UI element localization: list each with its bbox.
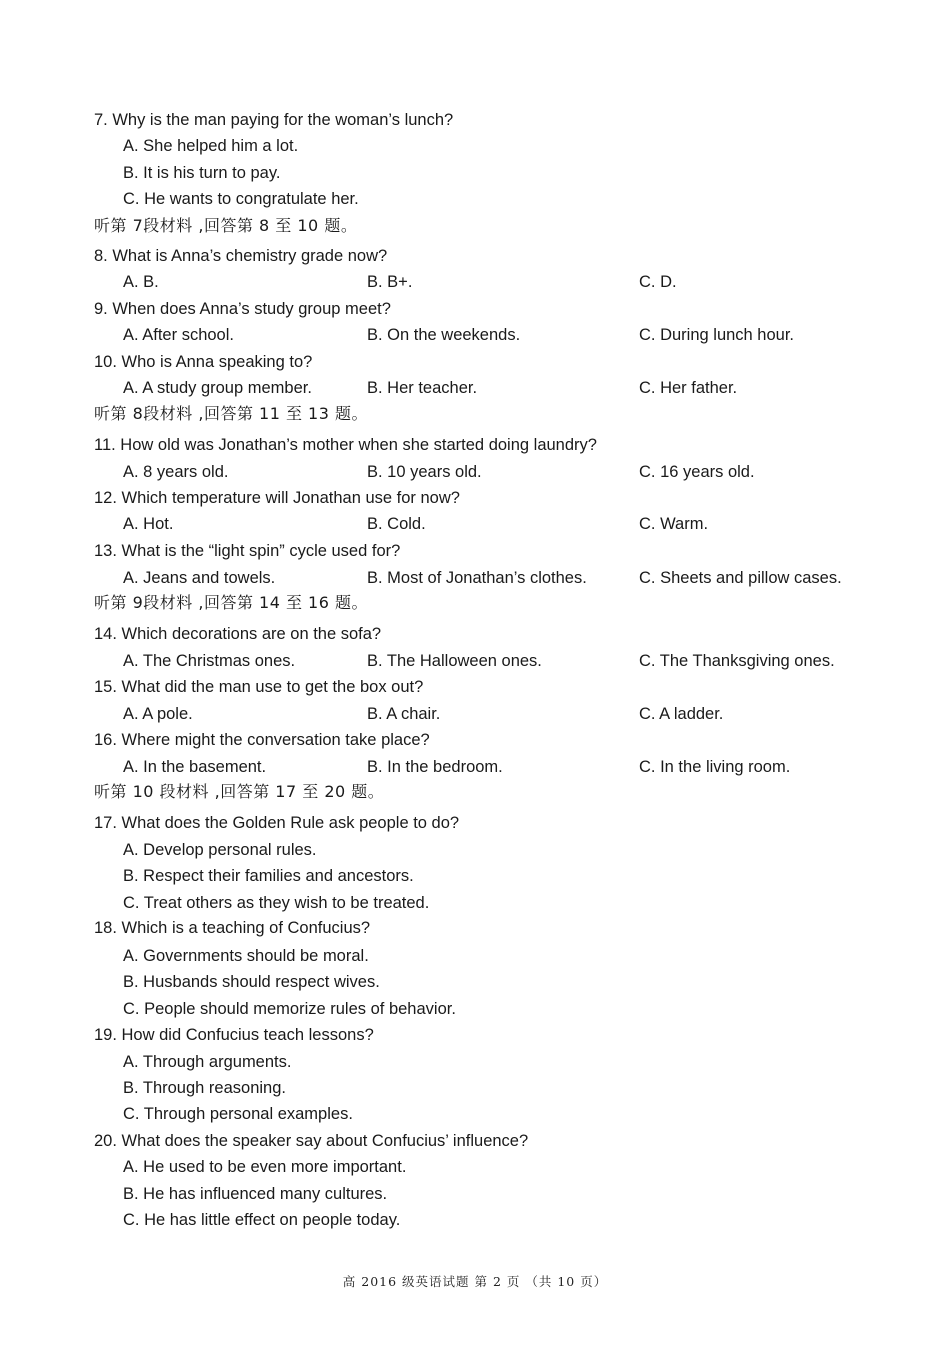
option-b: B. B+. xyxy=(367,273,413,291)
option-row xyxy=(0,134,950,158)
section-instruction-8 xyxy=(0,402,950,426)
option-a: A. A pole. xyxy=(123,705,193,723)
question-16 xyxy=(0,728,950,752)
option-a: A. Hot. xyxy=(123,515,174,533)
option-row xyxy=(0,376,950,400)
option-row xyxy=(0,864,950,888)
section-text: 听第 9段材料 ,回答第 14 至 16 题。 xyxy=(94,593,369,612)
option-row xyxy=(0,460,950,484)
option-row xyxy=(0,1076,950,1100)
option-b: B. A chair. xyxy=(367,705,441,723)
option-b: B. 10 years old. xyxy=(367,463,482,481)
option-row xyxy=(0,566,950,590)
option-row xyxy=(0,970,950,994)
option-row xyxy=(0,161,950,185)
option-c: C. D. xyxy=(639,273,677,291)
question-stem: 15. What did the man use to get the box out? xyxy=(94,678,424,696)
option-row xyxy=(0,1182,950,1206)
option-row xyxy=(0,838,950,862)
question-17 xyxy=(0,811,950,835)
question-stem: 11. How old was Jonathan’s mother when she started doing laundry? xyxy=(94,436,597,454)
question-stem: 16. Where might the conversation take place? xyxy=(94,731,430,749)
option-row xyxy=(0,323,950,347)
question-stem: 14. Which decorations are on the sofa? xyxy=(94,625,382,643)
option-a: A. Governments should be moral. xyxy=(123,947,369,965)
question-7 xyxy=(0,108,950,132)
question-stem: 17. What does the Golden Rule ask people to do? xyxy=(94,814,460,832)
option-c: C. A ladder. xyxy=(639,705,724,723)
option-c: C. The Thanksgiving ones. xyxy=(639,652,835,670)
question-stem: 18. Which is a teaching of Confucius? xyxy=(94,919,371,937)
option-b: B. Through reasoning. xyxy=(123,1079,286,1097)
section-text: 听第 7段材料 ,回答第 8 至 10 题。 xyxy=(94,216,358,235)
option-c: C. Her father. xyxy=(639,379,738,397)
option-b: B. Husbands should respect wives. xyxy=(123,973,380,991)
option-row xyxy=(0,1208,950,1232)
section-instruction-9 xyxy=(0,591,950,615)
option-a: A. A study group member. xyxy=(123,379,312,397)
option-a: A. The Christmas ones. xyxy=(123,652,296,670)
option-row xyxy=(0,270,950,294)
option-b: B. Cold. xyxy=(367,515,426,533)
question-11 xyxy=(0,433,950,457)
question-12 xyxy=(0,486,950,510)
option-row xyxy=(0,1050,950,1074)
question-8 xyxy=(0,244,950,268)
option-row xyxy=(0,755,950,779)
option-b: B. On the weekends. xyxy=(367,326,521,344)
option-a: A. She helped him a lot. xyxy=(123,137,299,155)
option-row xyxy=(0,1102,950,1126)
option-a: A. B. xyxy=(123,273,159,291)
option-row xyxy=(0,997,950,1021)
option-row xyxy=(0,1155,950,1179)
option-c: C. In the living room. xyxy=(639,758,791,776)
question-stem: 12. Which temperature will Jonathan use for now? xyxy=(94,489,460,507)
option-a: A. He used to be even more important. xyxy=(123,1158,407,1176)
option-c: C. During lunch hour. xyxy=(639,326,795,344)
option-a: A. Through arguments. xyxy=(123,1053,292,1071)
question-10 xyxy=(0,350,950,374)
option-a: A. After school. xyxy=(123,326,234,344)
section-instruction-10 xyxy=(0,780,950,804)
option-a: A. 8 years old. xyxy=(123,463,229,481)
option-c: C. 16 years old. xyxy=(639,463,755,481)
option-a: A. Jeans and towels. xyxy=(123,569,276,587)
question-stem: 20. What does the speaker say about Confucius’ influence? xyxy=(94,1132,529,1150)
page-footer: 高 2016 级英语试题 第 2 页 （共 10 页） xyxy=(342,1274,608,1289)
question-13 xyxy=(0,539,950,563)
option-a: A. Develop personal rules. xyxy=(123,841,317,859)
option-row xyxy=(0,187,950,211)
option-b: B. It is his turn to pay. xyxy=(123,164,281,182)
question-stem: 19. How did Confucius teach lessons? xyxy=(94,1026,374,1044)
option-c: C. People should memorize rules of behavior. xyxy=(123,1000,456,1018)
question-14 xyxy=(0,622,950,646)
option-b: B. In the bedroom. xyxy=(367,758,503,776)
question-stem: 13. What is the “light spin” cycle used for? xyxy=(94,542,401,560)
option-row xyxy=(0,944,950,968)
option-c: C. He wants to congratulate her. xyxy=(123,190,359,208)
option-row xyxy=(0,649,950,673)
question-stem: 7. Why is the man paying for the woman’s lunch? xyxy=(94,111,454,129)
option-c: C. Sheets and pillow cases. xyxy=(639,569,842,587)
section-text: 听第 8段材料 ,回答第 11 至 13 题。 xyxy=(94,404,369,423)
option-row xyxy=(0,891,950,915)
question-19 xyxy=(0,1023,950,1047)
section-instruction-7 xyxy=(0,214,950,238)
option-a: A. In the basement. xyxy=(123,758,267,776)
section-text: 听第 10 段材料 ,回答第 17 至 20 题。 xyxy=(94,782,385,801)
question-20 xyxy=(0,1129,950,1153)
option-b: B. He has influenced many cultures. xyxy=(123,1185,388,1203)
option-b: B. The Halloween ones. xyxy=(367,652,542,670)
option-c: C. Treat others as they wish to be treated. xyxy=(123,894,430,912)
question-stem: 9. When does Anna’s study group meet? xyxy=(94,300,391,318)
question-18 xyxy=(0,916,950,940)
option-row xyxy=(0,702,950,726)
question-stem: 10. Who is Anna speaking to? xyxy=(94,353,313,371)
question-15 xyxy=(0,675,950,699)
option-c: C. Through personal examples. xyxy=(123,1105,353,1123)
option-row xyxy=(0,512,950,536)
option-b: B. Most of Jonathan’s clothes. xyxy=(367,569,587,587)
option-c: C. Warm. xyxy=(639,515,709,533)
option-c: C. He has little effect on people today. xyxy=(123,1211,401,1229)
question-9 xyxy=(0,297,950,321)
option-b: B. Her teacher. xyxy=(367,379,478,397)
question-stem: 8. What is Anna’s chemistry grade now? xyxy=(94,247,388,265)
option-b: B. Respect their families and ancestors. xyxy=(123,867,414,885)
